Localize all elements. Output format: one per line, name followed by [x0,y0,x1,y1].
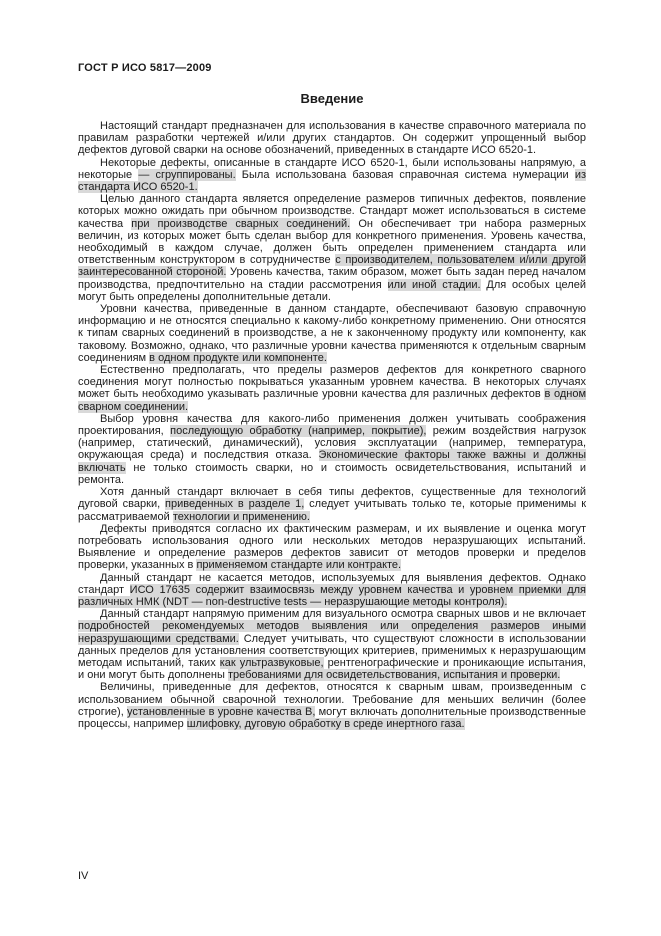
scan-highlight-text: шлифовку, дуговую обработку в среде инертного газа. [186,717,465,730]
paragraph-text: Уровни качества, приведенные в данном стандарте, обеспечивают базовую справочную информацию и не относятся специально к какому-либо конкретному применению. Они относятся к типам сварных соединений в производстве, а не к законченному продукту или компоненту, как таковому. Возможно, однако, что различные уровни качества применяются к отдельным сварным соединениям [78,303,586,364]
scan-highlight-text: (NDT — non-destructive tests — неразрушающие методы контроля). [162,595,508,608]
paragraph [78,120,586,157]
paragraph-text: Некоторые дефекты, описанные в стандарте ИСО 6520-1, были использованы напрямую, а некоторые [78,156,586,181]
paragraph-text: Естественно предполагать, что пределы размеров дефектов для конкретного сварного соединения могут полностью покрываться указанным уровнем качества. В некоторых случаях может быть необходимо указывать различные уровни качества для различных дефектов [78,364,586,401]
scan-highlight-text: или иной стадии. [387,278,481,291]
paragraph [78,608,586,681]
introduction-body [78,120,586,730]
paragraph-text: режим воздействия нагрузок (например, статический, динамический), условия эксплуатации (например, температура, окружающая среда) и последствия отказа. [78,425,586,462]
paragraph [78,157,586,194]
paragraph-text: Выбор уровня качества для какого-либо применения должен учитывать соображения проектирования, [78,412,586,438]
scan-highlight-text: из стандарта ИСО 6520-1. [78,168,587,194]
paragraph-text: могут включать дополнительные производственные процессы, например [78,705,587,730]
scan-highlight-text: требованиями для освидетельствования, испытания и проверки. [227,669,561,682]
section-title: Введение [300,91,364,106]
paragraph [78,523,586,572]
scan-highlight-text: приведенных в разделе 1, [165,498,305,511]
paragraph-text: Уровень качества, таким образом, может быть задан перед началом производства, предпочтительно на стадии рассмотрения [78,266,586,291]
scan-highlight-text: как ультразвуковые, [219,656,324,669]
paragraph-text: не только стоимость сварки, но и стоимость освидетельствования, испытаний и ремонта. [78,461,586,486]
scan-highlight-text: последующую обработку (например, покрытие), [170,425,427,438]
scan-highlight-text: в одном продукте или компоненте. [149,351,327,364]
paragraph-text: Для особых целей могут быть определены дополнительные детали. [78,278,586,303]
scan-highlight-text: при производстве сварных соединений. [131,217,351,230]
paragraph-text: Дефекты приводятся согласно их фактическим размерам, и их выявление и оценка могут потребовать использования одного или нескольких методов неразрушающих испытаний. Выявление и определение размеров дефектов зависит от методов проверки и пределов проверки, указанных в [78,522,586,572]
paragraph-text: Данный стандарт напрямую применим для визуального осмотра сварных швов и не включает [100,608,586,621]
paragraph [78,303,586,364]
paragraph-text: Он обеспечивает три набора размерных величин, из которых может быть сделан выбор для конкретного применения. Уровень качества, необходимый в каждом случае, должен быть определен применением стандарта или ответственным конструктором в сотрудничестве [78,217,586,267]
paragraph [78,413,586,486]
paragraph [78,572,586,609]
paragraph [78,681,586,730]
paragraph-text: Следует учитывать, что существуют сложности в использовании данных пределов для установления соответствующих критериев, применимых к неразрушающим методам испытаний, таких [78,632,586,669]
document-number: ГОСТ Р ИСО 5817—2009 [78,62,212,74]
scan-highlight-text: технологии и применению. [172,510,310,523]
scan-highlight-text: применяемом стандарте или контракте. [196,559,402,572]
scan-highlight-text: в одном сварном соединении. [78,388,587,413]
scan-highlight-text: — сгруппированы. [138,168,236,181]
paragraph-text: Целью данного стандарта является определение размеров типичных дефектов, появление которых можно ожидать при обычном производстве. Стандарт может использоваться в системе качества [78,193,586,230]
paragraph [78,364,586,413]
paragraph-text: Была использована базовая справочная система нумерации [235,168,575,181]
paragraph-text: Настоящий стандарт предназначен для использования в качестве справочного материала по правилам разработки чертежей и/или других стандартов. Он содержит упрощенный выбор дефектов дуговой сварки на основе обозначений, приведенных в стандарте ИСО 6520-1. [78,120,586,157]
paragraph-text: следует учитывать только те, которые применимы к рассматриваемой [78,498,587,523]
paragraph [78,486,586,523]
scan-highlight-text: подробностей рекомендуемых методов выявления или определения размеров иными неразрушающими средствами. [78,620,586,645]
scan-highlight-text: ИСО 17635 содержит взаимосвязь между уровнем качества и уровнем приемки для различных НМК [78,583,586,608]
paragraph-text: Величины, приведенные для дефектов, относятся к сварным швам, произведенным с использованием обычной сварочной технологии. Требование для меньших величин (более строгие), [78,681,586,718]
paragraph-text: Данный стандарт не касается методов, используемых для выявления дефектов. Однако стандарт [78,571,586,596]
scan-highlight-text: установленные в уровне качества B, [127,705,316,718]
scan-highlight-text: с производителем, пользователем и/или другой заинтересованной стороной. [78,254,586,279]
scan-highlight-text: Экономические факторы также важны и должны включать [78,449,587,474]
paragraph [78,193,586,303]
page-number: IV [78,870,89,882]
paragraph-text: Хотя данный стандарт включает в себя типы дефектов, существенные для технологий дуговой сварки, [78,486,586,511]
paragraph-text: рентгенографические и проникающие испытания, и они могут быть дополнены [78,656,586,682]
